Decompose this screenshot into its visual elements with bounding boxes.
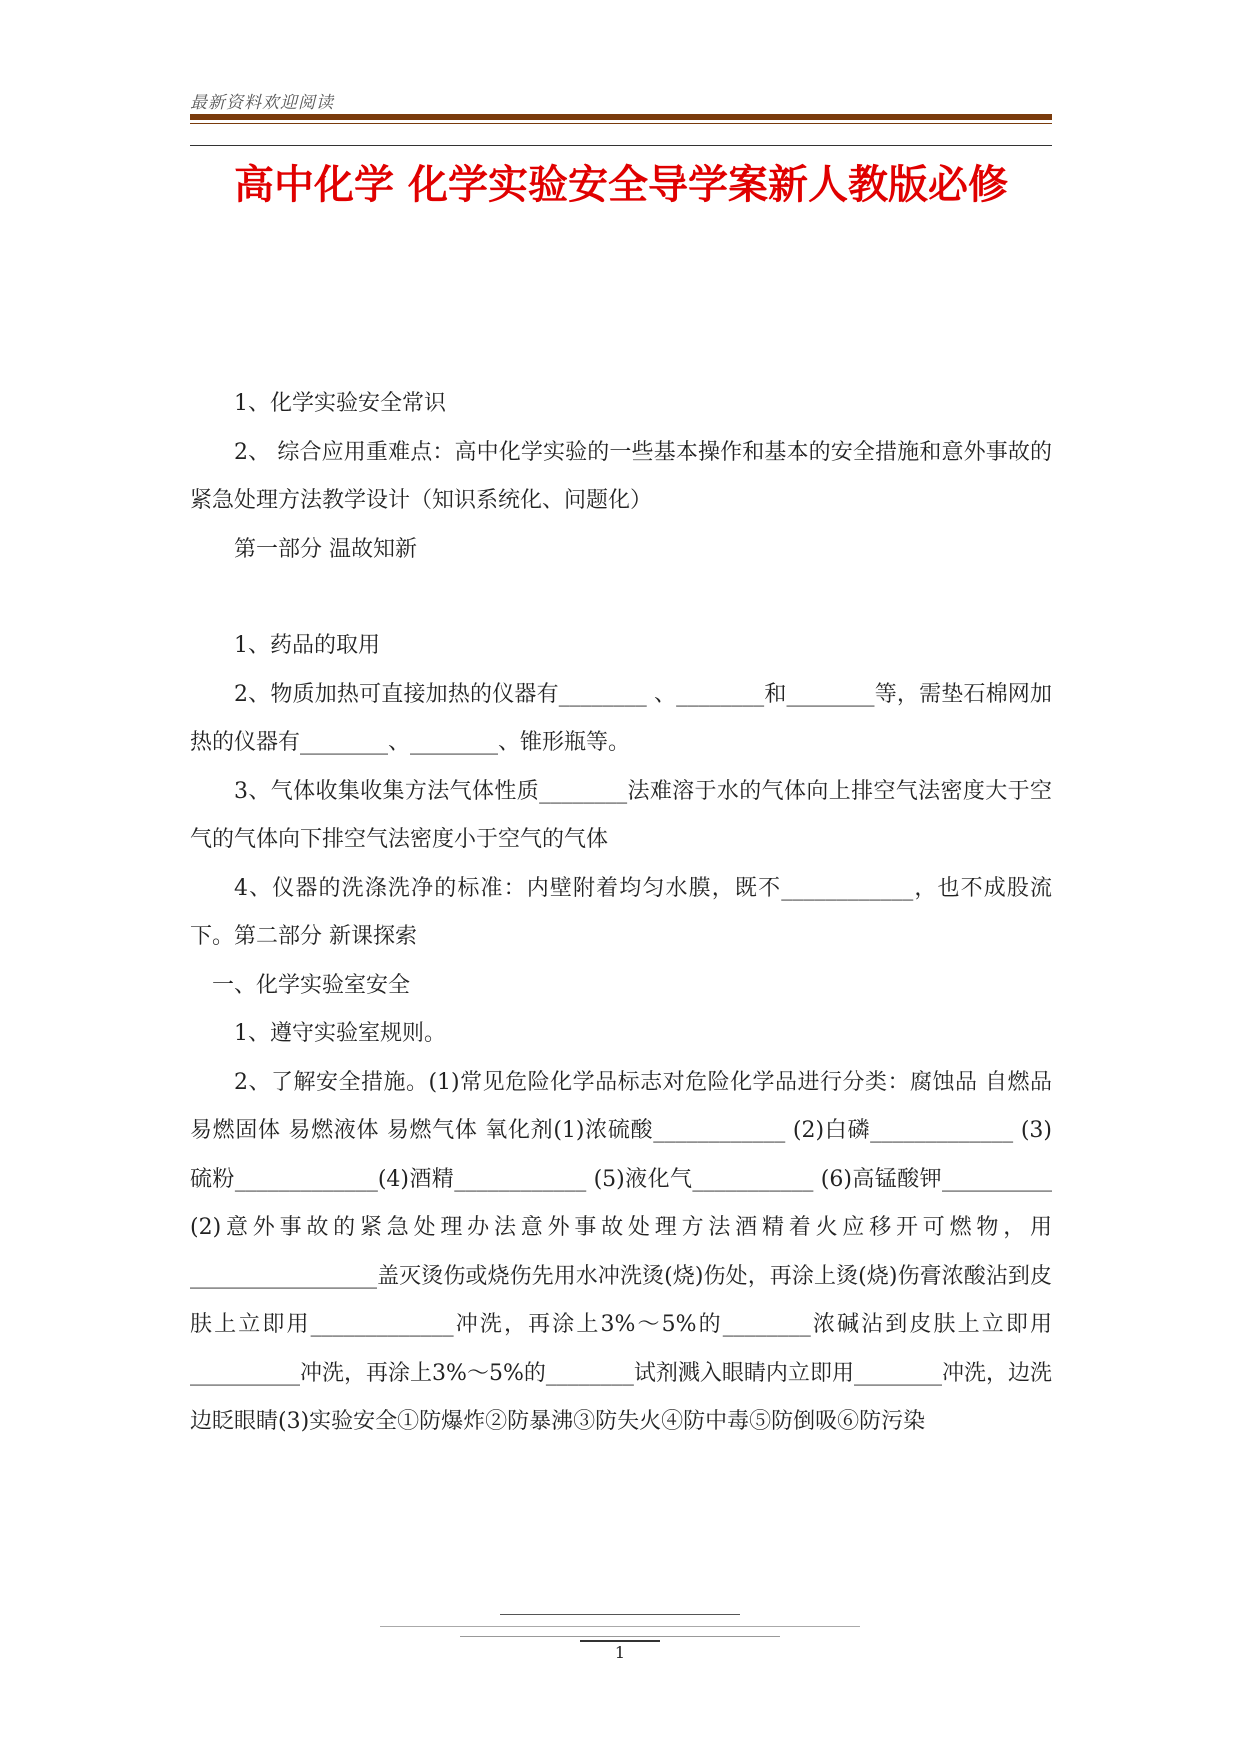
paragraph: 1、遵守实验室规则。 xyxy=(234,1021,446,1046)
footer-rule xyxy=(380,1626,860,1627)
spacer xyxy=(190,574,1052,622)
title-rule xyxy=(190,145,1052,146)
paragraph: 3、气体收集收集方法气体性质________法难溶于水的气体向上排空气法密度大于空气的气体向下排空气法密度小于空气的气体 xyxy=(190,778,1052,852)
header-text: 最新资料欢迎阅读 xyxy=(190,93,334,113)
page-number: 1 xyxy=(614,1643,626,1662)
paragraph: 2、 综合应用重难点：高中化学实验的一些基本操作和基本的安全措施和意外事故的紧急处理方法教学设计（知识系统化、问题化） xyxy=(190,439,1052,513)
section-heading: 第一部分 温故知新 xyxy=(234,536,417,562)
paragraph: 1、化学实验安全常识 xyxy=(234,391,446,416)
paragraph: 2、物质加热可直接加热的仪器有________ 、________和________等，需垫石棉网加热的仪器有________、________、锥形瓶等。 xyxy=(190,681,1052,755)
header-rule-thin xyxy=(190,123,1052,124)
page-title: 高中化学 化学实验安全导学案新人教版必修 xyxy=(234,162,1008,208)
section-heading: 一、化学实验室安全 xyxy=(212,972,411,998)
document-body xyxy=(190,380,1052,1447)
footer-rule xyxy=(580,1640,660,1642)
paragraph: 4、仪器的洗涤洗净的标准：内壁附着均匀水膜，既不____________，也不成股流下。第二部分 新课探索 xyxy=(190,875,1052,949)
header-rule-thick xyxy=(190,114,1052,120)
footer-rule xyxy=(500,1614,740,1615)
paragraph: 1、药品的取用 xyxy=(234,633,380,658)
paragraph: 2、了解安全措施。(1)常见危险化学品标志对危险化学品进行分类：腐蚀品 自燃品 易燃固体 易燃液体 易燃气体 氧化剂(1)浓硫酸____________ (2)白磷_____________ (3)硫粉_____________(4)酒精____________ (5)液化气___________ (6)高锰酸钾__________ (2)意外事故的紧急处理办法意外事故处理方法酒精着火应移开可燃物，用_________________盖灭烫伤或烧伤先用水冲洗烫(烧)伤处，再涂上烫(烧)伤膏浓酸沾到皮肤上立即用_____________冲洗，再涂上3%～5%的________浓碱沾到皮肤上立即用__________冲洗，再涂上3%～5%的________试剂溅入眼睛内立即用________冲洗，边洗边眨眼睛(3)实验安全①防爆炸②防暴沸③防失火④防中毒⑤防倒吸⑥防污染 xyxy=(190,1069,1052,1434)
footer-rule xyxy=(460,1636,780,1637)
